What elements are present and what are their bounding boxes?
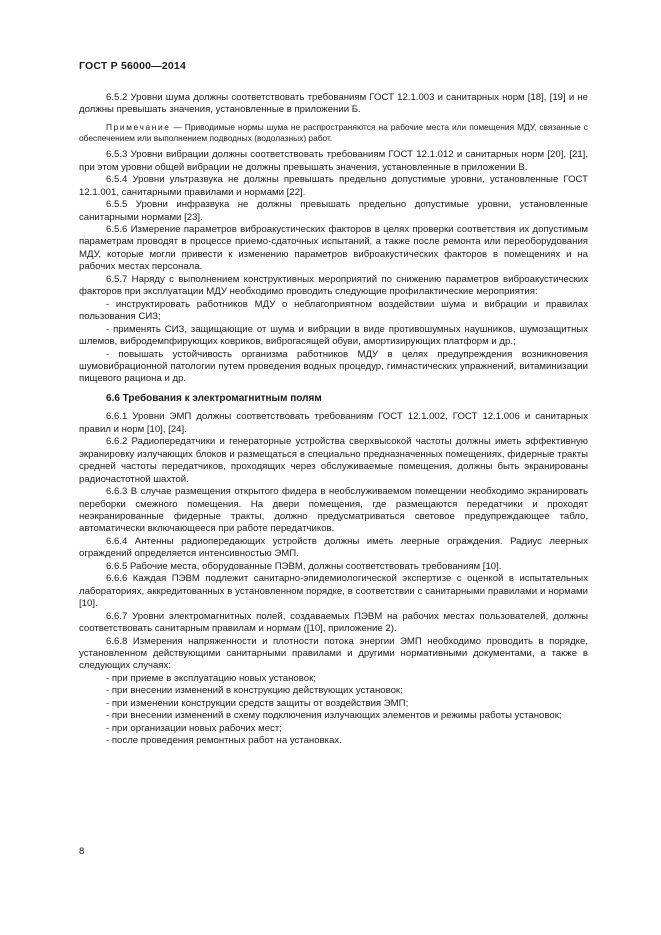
list-item-ppe: - применять СИЗ, защищающие от шума и вибрации в виде противошумных наушников, шумозащитных шлемов, вибродемпфирующих ковриков, виброгасящей обуви, амортизирующих платформ и др.; [79, 323, 588, 348]
paragraph-6-6-5: 6.6.5 Рабочие места, оборудованные ПЭВМ, должны соответствовать требованиям [10]. [106, 560, 502, 572]
paragraph-6-6-6: 6.6.6 Каждая ПЭВМ подлежит санитарно-эпидемиологической экспертизе с оценкой в испытательных лабораториях, аккредитованных в установленном порядке, в соответствии с санитарными правилами и нормами [10]. [79, 573, 588, 610]
paragraph-6-6-7: 6.6.7 Уровни электромагнитных полей, создаваемых ПЭВМ на рабочих местах пользователей, должны соответствовать санитарным правилам и нормам ([10], приложение 2). [79, 610, 588, 635]
paragraph-6-6-8: 6.6.8 Измерения напряженности и плотности потока энергии ЭМП необходимо проводить в порядке, установленном действующими санитарными правилами и другими нормативными документами, а также в следующих случаях: [79, 635, 588, 672]
paragraph-6-6-1: 6.6.1 Уровни ЭМП должны соответствовать требованиям ГОСТ 12.1.002, ГОСТ 12.1.006 и санитарных правил и норм [10], [24]. [79, 411, 588, 435]
document-header: ГОСТ Р 56000—2014 [79, 60, 187, 72]
list-item-instruct: - инструктировать работников МДУ о неблагоприятном воздействии шума и вибрации и правилах пользования СИЗ; [79, 298, 588, 323]
paragraph-6-6-3: 6.6.3 В случае размещения открытого фидера в необслуживаемом помещении необходимо экранировать переборки смежного помещения. На двери помещения, где размещаются передатчики и проходят неэкранированные фидерные тракты, должно предусматриваться световое предупреждающее табло, автоматически включающееся при работе передатчиков. [79, 486, 588, 535]
list-item-resistance: - повышать устойчивость организма работников МДУ в целях предупреждения возникновения шумовибрационной патологии путем проведения водных процедур, гимнастических упражнений, витаминизации пищевого рациона и др. [79, 348, 588, 385]
note-label: Примечание [106, 121, 171, 132]
list-item-protection-changes: - при изменении конструкции средств защиты от воздействия ЭМП; [106, 697, 409, 709]
list-item-new-installations: - при приеме в эксплуатацию новых установок; [106, 672, 316, 684]
note-paragraph [79, 122, 588, 144]
list-item-wiring-changes: - при внесении изменений в схему подключения излучающих элементов и режимы работы установок; [106, 710, 562, 722]
page-number: 8 [79, 846, 85, 857]
list-item-design-changes: - при внесении изменений в конструкцию действующих установок; [106, 685, 403, 697]
paragraph-6-5-6: 6.5.6 Измерение параметров виброакустических факторов в целях проверки соответствия их допустимым параметрам проводят в процессе приемо-сдаточных испытаний, а также после ремонта или переоборудования МДУ, которые могли привести к изменению параметров виброакустических факторов в помещениях и на рабочих местах персонала. [79, 224, 588, 273]
document-body [79, 92, 588, 748]
paragraph-6-6-2: 6.6.2 Радиопередатчики и генераторные устройства сверхвысокой частоты должны иметь эффективную экранировку излучающих блоков и размещаться в специально предназначенных помещениях, фидерные тракты средней частоты передатчиков, проходящих через обслуживаемые помещения, должны быть экранированы радиочастотной шахтой. [79, 436, 588, 485]
note-text: — Приводимые нормы шума не распространяются на рабочие места или помещения МДУ, связанные с обеспечением или выполнением подводных (водолазных) работ. [79, 121, 588, 144]
paragraph-6-5-3: 6.5.3 Уровни вибрации должны соответствовать требованиям ГОСТ 12.1.012 и санитарных норм [20], [21], при этом уровни общей вибрации не должны превышать значения, установленные в приложении В. [79, 149, 588, 173]
list-item-new-workplaces: - при организации новых рабочих мест; [106, 722, 282, 734]
section-title-6-6: 6.6 Требования к электромагнитным полям [106, 392, 322, 404]
list-item-after-repair: - после проведения ремонтных работ на установках. [106, 735, 342, 747]
paragraph-6-5-2: 6.5.2 Уровни шума должны соответствовать требованиям ГОСТ 12.1.003 и санитарных норм [18], [19] и не должны превышать значения, установленные в приложении Б. [79, 92, 588, 116]
paragraph-6-5-4: 6.5.4 Уровни ультразвука не должны превышать предельно допустимые уровни, установленные ГОСТ 12.1.001, санитарными правилами и нормами [22]. [79, 174, 588, 198]
paragraph-6-5-7: 6.5.7 Наряду с выполнением конструктивных мероприятий по снижению параметров виброакустических факторов при эксплуатации МДУ необходимо проводить следующие профилактические мероприятия: [79, 273, 588, 298]
paragraph-6-6-4: 6.6.4 Антенны радиопередающих устройств должны иметь леерные ограждения. Радиус леерных ограждений определяется интенсивностью ЭМП. [79, 535, 588, 560]
paragraph-6-5-5: 6.5.5 Уровни инфразвука не должны превышать предельно допустимые уровни, установленные санитарными нормами [23]. [79, 199, 588, 223]
